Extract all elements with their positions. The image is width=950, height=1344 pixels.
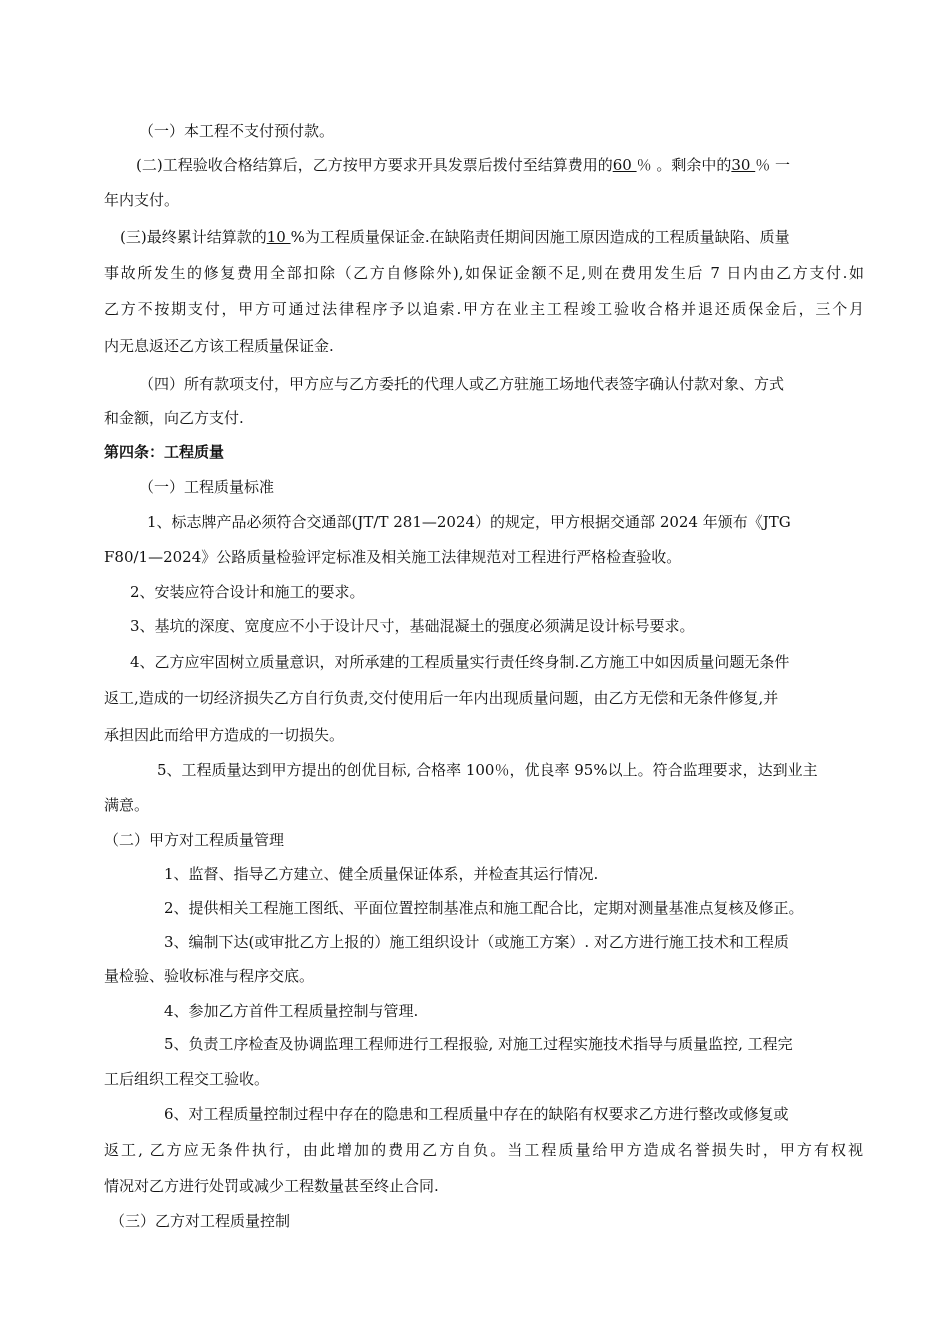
payment-item-2-line-1: [136, 155, 790, 175]
quality-standard-3: 3、基坑的深度、宽度应不小于设计尺寸，基础混凝土的强度必须满足设计标号要求。: [130, 617, 695, 635]
payment-item-3-line-1: [120, 227, 790, 247]
payment-item-4-line-1: （四）所有款项支付，甲方应与乙方委托的代理人或乙方驻施工场地代表签字确认付款对象、方式: [139, 375, 785, 393]
party-a-management-3-line-2: 量检验、验收标准与程序交底。: [104, 967, 315, 985]
payment-item-3-text-b: %为工程质量保证金.在缺陷责任期间因施工原因造成的工程质量缺陷、质量: [290, 228, 790, 246]
party-a-management-4: 4、参加乙方首件工程质量控制与管理.: [164, 1002, 419, 1020]
party-a-management-5-line-2: 工后组织工程交工验收。: [104, 1070, 270, 1088]
party-a-management-2: 2、提供相关工程施工图纸、平面位置控制基准点和施工配合比，定期对测量基准点复核及修正。: [164, 899, 804, 917]
party-a-management-6-line-3: 情况对乙方进行处罚或减少工程数量甚至终止合同.: [104, 1177, 439, 1195]
quality-standard-4-line-3: 承担因此而给甲方造成的一切损失。: [104, 726, 345, 744]
party-a-management-1: 1、监督、指导乙方建立、健全质量保证体系，并检查其运行情况.: [164, 865, 599, 883]
party-a-management-3-line-1: 3、编制下达(或审批乙方上报的）施工组织设计（或施工方案）. 对乙方进行施工技术和工程质: [164, 933, 789, 951]
quality-standard-1-line-2: F80/1—2024》公路质量检验评定标准及相关施工法律规范对工程进行严格检查验收。: [104, 548, 682, 566]
payment-item-2-text-a: (二)工程验收合格结算后，乙方按甲方要求开具发票后拨付至结算费用的: [136, 156, 613, 174]
quality-standard-2: 2、安装应符合设计和施工的要求。: [130, 583, 365, 601]
payment-percent-60: 60: [612, 156, 637, 174]
payment-item-2-line-2: 年内支付。: [104, 191, 180, 209]
quality-standard-5-line-2: 满意。: [104, 796, 150, 814]
quality-standard-title: （一）工程质量标准: [139, 478, 275, 496]
payment-item-3-text-a: (三)最终累计结算款的: [120, 228, 267, 246]
party-a-management-5-line-1: 5、负责工序检查及协调监理工程师进行工程报验, 对施工过程实施技术指导与质量监控, 工程完: [164, 1035, 793, 1053]
article-4-heading: 第四条：工程质量: [104, 443, 225, 461]
payment-item-4-line-2: 和金额，向乙方支付.: [104, 409, 244, 427]
party-a-management-6-line-1: 6、对工程质量控制过程中存在的隐患和工程质量中存在的缺陷有权要求乙方进行整改或修复或: [164, 1105, 789, 1123]
quality-standard-4-line-1: 4、乙方应牢固树立质量意识，对所承建的工程质量实行责任终身制.乙方施工中如因质量问题无条件: [130, 653, 790, 671]
payment-item-3-line-3: 乙方不按期支付，甲方可通过法律程序予以追索.甲方在业主工程竣工验收合格并退还质保金后，三个月: [104, 300, 864, 318]
payment-item-3-line-2: 事故所发生的修复费用全部扣除（乙方自修除外),如保证金额不足,则在费用发生后 7 日内由乙方支付.如: [104, 264, 864, 282]
payment-item-3-line-4: 内无息返还乙方该工程质量保证金.: [104, 337, 334, 355]
payment-item-2-text-b: ％ 。剩余中的: [636, 156, 732, 174]
party-b-control-title: （三）乙方对工程质量控制: [110, 1212, 291, 1230]
payment-percent-10: 10: [266, 228, 291, 246]
payment-item-2-text-c: ％ 一: [755, 156, 790, 174]
party-a-management-title: （二）甲方对工程质量管理: [104, 831, 285, 849]
payment-percent-30: 30: [731, 156, 756, 174]
quality-standard-1-line-1: 1、标志牌产品必须符合交通部(JT/T 281—2024）的规定，甲方根据交通部 2024 年颁布《JTG: [147, 513, 791, 531]
quality-standard-5-line-1: 5、工程质量达到甲方提出的创优目标, 合格率 100％，优良率 95%以上。符合监理要求，达到业主: [157, 761, 818, 779]
party-a-management-6-line-2: 返工, 乙方应无条件执行，由此增加的费用乙方自负。当工程质量给甲方造成名誉损失时，甲方有权视: [104, 1141, 863, 1159]
quality-standard-4-line-2: 返工,造成的一切经济损失乙方自行负责,交付使用后一年内出现质量问题，由乙方无偿和无条件修复,并: [104, 689, 779, 707]
payment-item-1: （一）本工程不支付预付款。: [139, 122, 335, 140]
